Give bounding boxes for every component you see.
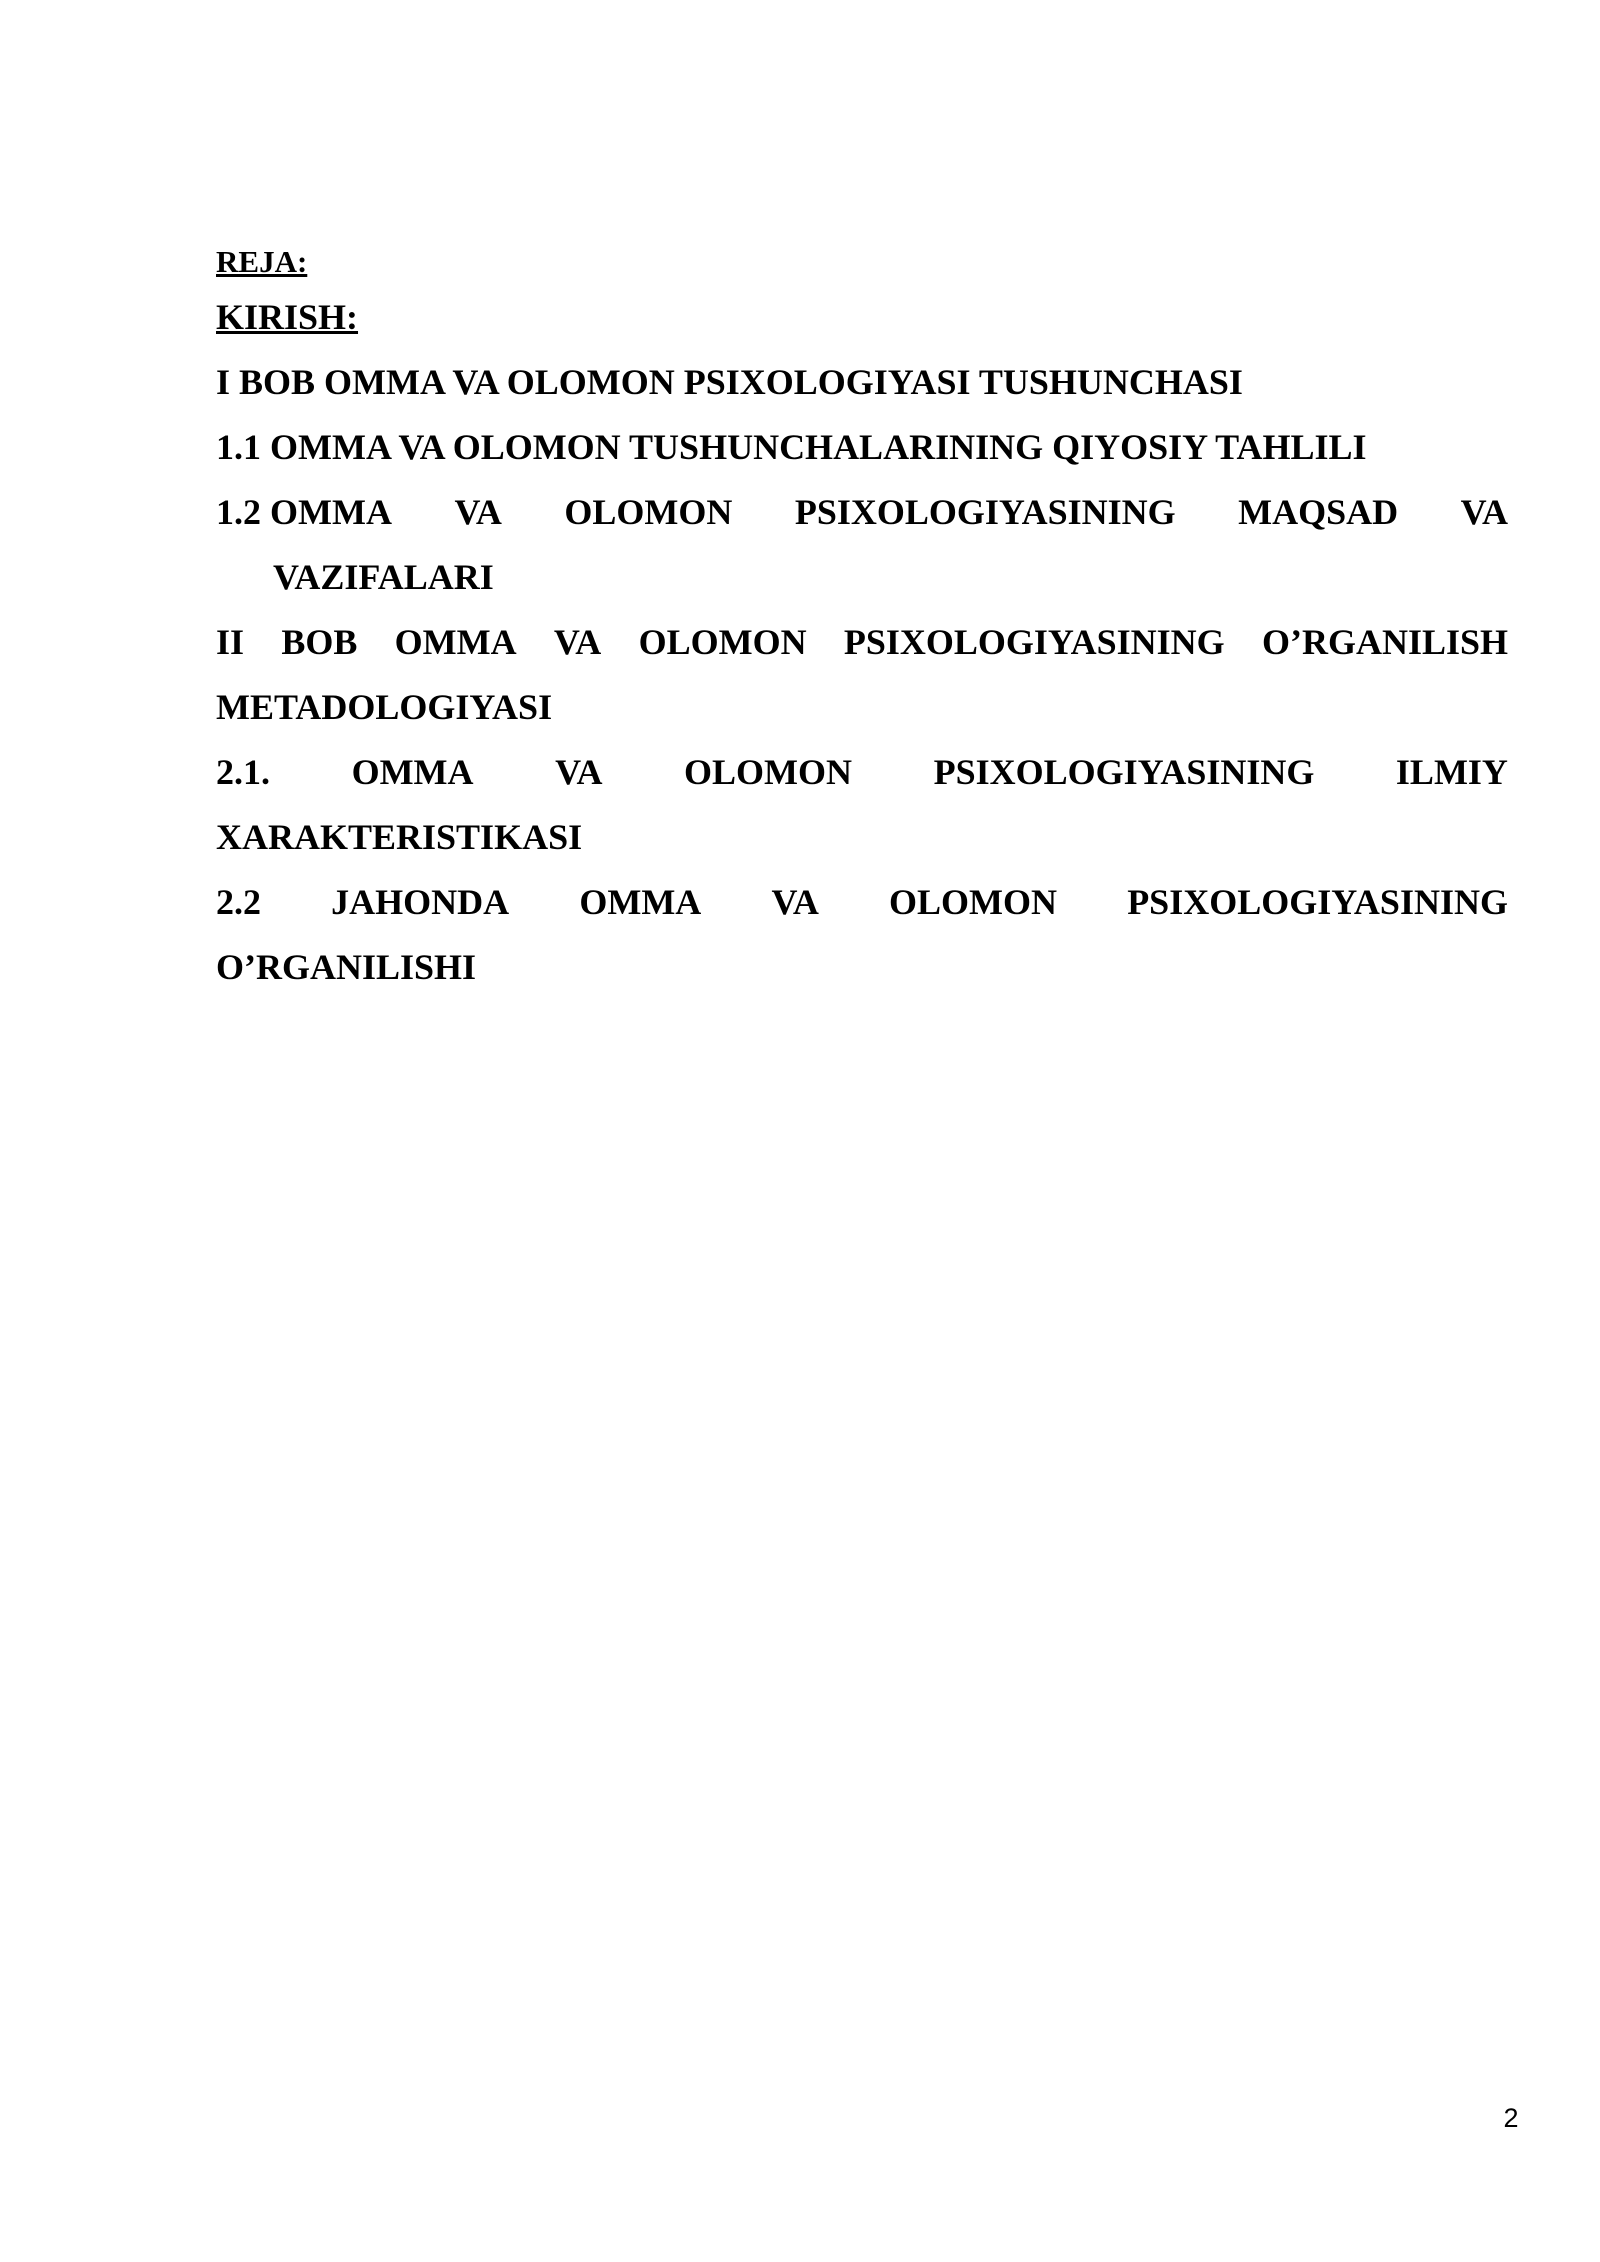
toc-word: OLOMON (638, 622, 807, 662)
toc-word: VA (553, 622, 602, 662)
toc-word: VA (771, 882, 819, 922)
toc-word: 1.2 OMMA (216, 492, 392, 532)
toc-word: O’RGANILISH (1261, 622, 1508, 662)
toc-word: OLOMON (564, 492, 733, 532)
toc-section-2-2-continuation: O’RGANILISHI (216, 947, 477, 987)
toc-word: JAHONDA (331, 882, 510, 922)
toc-word: OMMA (579, 882, 702, 922)
toc-chapter-2 (216, 610, 1508, 675)
toc-chapter-2-continuation: METADOLOGIYASI (216, 687, 553, 727)
toc-section-1-1: 1.1 OMMA VA OLOMON TUSHUNCHALARINING QIYOSIY TAHLILI (216, 427, 1367, 467)
toc-chapter-1: I BOB OMMA VA OLOMON PSIXOLOGIYASI TUSHUNCHASI (216, 362, 1243, 402)
toc-section-2-1-continuation: XARAKTERISTIKASI (216, 817, 583, 857)
toc-section-1-2-continuation: VAZIFALARI (273, 557, 494, 597)
toc-word: PSIXOLOGIYASINING (794, 492, 1176, 532)
toc-word: 2.1. (216, 752, 270, 792)
toc-section-2-1 (216, 740, 1508, 805)
toc-word: VA (454, 492, 502, 532)
toc-word: VA (1460, 492, 1508, 532)
toc-word: OLOMON (889, 882, 1058, 922)
toc-intro: KIRISH: (216, 297, 359, 337)
toc-word: BOB (281, 622, 358, 662)
toc-heading: REJA: (216, 244, 308, 279)
table-of-contents (216, 240, 1508, 1000)
toc-word: OMMA (394, 622, 517, 662)
toc-word: OMMA (351, 752, 474, 792)
toc-word: PSIXOLOGIYASINING (933, 752, 1315, 792)
toc-section-1-2 (216, 480, 1508, 545)
toc-word: PSIXOLOGIYASINING (843, 622, 1225, 662)
toc-word: II (216, 622, 245, 662)
toc-word: 2.2 (216, 882, 261, 922)
toc-word: MAQSAD (1238, 492, 1399, 532)
toc-word: ILMIY (1395, 752, 1508, 792)
page-number: 2 (1503, 2103, 1519, 2133)
toc-word: VA (555, 752, 603, 792)
toc-word: OLOMON (684, 752, 853, 792)
toc-word: PSIXOLOGIYASINING (1127, 882, 1508, 922)
toc-section-2-2 (216, 870, 1508, 935)
